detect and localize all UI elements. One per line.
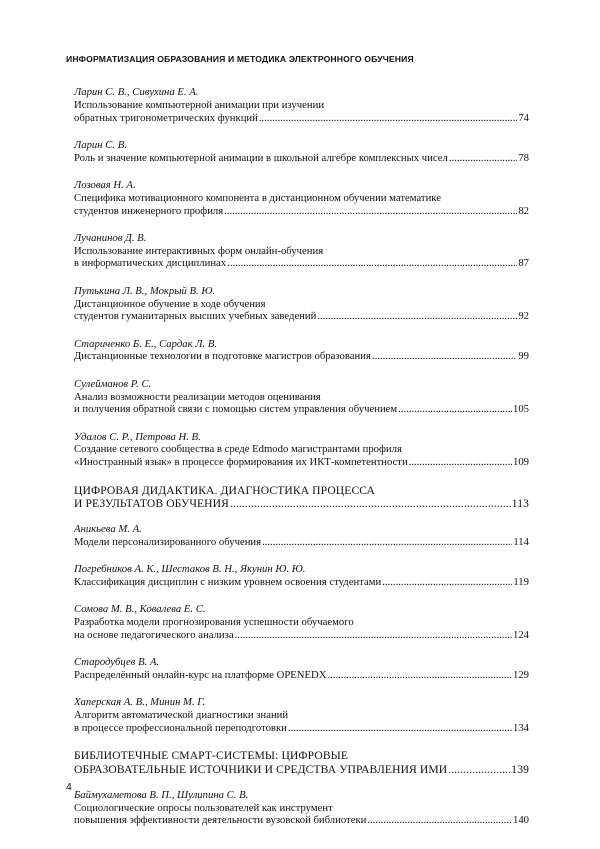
entry-page-number: 129: [512, 669, 529, 681]
entry-title-line: Распределённый онлайн-курс на платформе OPENEDX: [74, 669, 327, 681]
section-title-line: ЦИФРОВАЯ ДИДАКТИКА. ДИАГНОСТИКА ПРОЦЕССА: [74, 483, 376, 497]
entry-final-line: [74, 257, 529, 270]
dot-leader: [382, 576, 512, 589]
entry-title-line: Алгоритм автоматической диагностики знаний: [74, 709, 289, 722]
entry-final-line: [74, 763, 529, 777]
dot-leader: [288, 722, 512, 735]
toc-entry: [74, 232, 529, 270]
entry-title-line: обратных тригонометрических функций: [74, 111, 258, 124]
entry-final-line: [74, 629, 529, 642]
toc-entry: [74, 789, 529, 827]
entry-authors: Лучанинов Д. В.: [74, 231, 147, 244]
dot-leader: [448, 763, 510, 777]
entry-title-line: Дистанционное обучение в ходе обучения: [74, 297, 266, 310]
entry-final-line: [74, 536, 529, 549]
entry-title-line: студентов гуманитарных высших учебных заведений: [74, 310, 317, 323]
entry-title-line: на основе педагогического анализа: [74, 628, 234, 641]
toc-entry: [74, 603, 529, 641]
entry-title-line: студентов инженерного профиля: [74, 204, 224, 217]
toc-entry: [74, 378, 529, 416]
entry-authors: Ларин С. В.: [74, 138, 127, 151]
entry-authors: Аникьева М. А.: [74, 523, 142, 536]
entry-title-line: Разработка модели прогнозирования успешности обучаемого: [74, 616, 354, 629]
entry-title-line: в информатических дисциплинах: [74, 257, 227, 270]
dot-leader: [449, 152, 517, 165]
dot-leader: [398, 403, 512, 416]
dot-leader: [409, 456, 512, 469]
entry-title-line: Дистанционные технологии в подготовке магистров образования: [74, 350, 371, 363]
entry-final-line: [74, 350, 529, 363]
dot-leader: [317, 310, 517, 323]
toc-entry: [74, 656, 529, 682]
entry-authors: Лозовая Н. А.: [74, 178, 136, 191]
entry-final-line: [74, 403, 529, 416]
entry-authors: Путькина Л. В., Мокрый В. Ю.: [74, 284, 216, 297]
entry-final-line: [74, 112, 529, 125]
toc-entry: [74, 523, 529, 549]
entry-title-line: Модели персонализированного обучения: [74, 535, 262, 548]
toc-entry: [74, 563, 529, 589]
toc-entry: [74, 696, 529, 734]
entry-title-line: повышения эффективности деятельности вузовской библиотеки: [74, 814, 367, 827]
entry-authors: Сомова М. В., Ковалева Е. С.: [74, 603, 206, 616]
entry-final-line: [74, 456, 529, 469]
entry-final-line: [74, 310, 529, 323]
entry-final-line: [74, 576, 529, 589]
toc-entry: [74, 86, 529, 124]
dot-leader: [227, 257, 517, 270]
dot-leader: [224, 205, 517, 218]
entry-authors: Хаперская А. В., Минин М. Г.: [74, 696, 206, 709]
entry-page-number: 74: [518, 111, 529, 124]
entry-title-line: и получения обратной связи с помощью систем управления обучением: [74, 403, 398, 416]
entry-page-number: 92: [518, 310, 529, 323]
dot-leader: [230, 497, 511, 511]
entry-title-line: «Иностранный язык» в процессе формирования их ИКТ-компетентности: [74, 456, 408, 469]
entry-authors: Ларин С. В., Сивухина Е. А.: [74, 86, 199, 98]
toc-section-heading: [74, 484, 529, 512]
entry-page-number: 134: [512, 721, 529, 734]
toc-section-heading: [74, 749, 529, 777]
dot-leader: [327, 669, 511, 682]
entry-page-number: 113: [511, 497, 529, 511]
running-header: ИНФОРМАТИЗАЦИЯ ОБРАЗОВАНИЯ И МЕТОДИКА ЭЛЕКТРОННОГО ОБУЧЕНИЯ: [66, 54, 414, 64]
entry-page-number: 82: [518, 204, 529, 217]
dot-leader: [372, 350, 517, 363]
entry-title-line: Создание сетевого сообщества в среде Edmodo магистрантами профиля: [74, 443, 402, 456]
dot-leader: [259, 112, 517, 125]
entry-title-line: в процессе профессиональной переподготовки: [74, 721, 287, 734]
entry-page-number: 114: [513, 535, 529, 548]
entry-title-line: Использование интерактивных форм онлайн-обучения: [74, 244, 324, 257]
entry-page-number: 105: [512, 403, 529, 416]
toc-entry: [74, 179, 529, 217]
dot-leader: [367, 814, 512, 827]
entry-title-line: Роль и значение компьютерной анимации в школьной алгебре комплексных чисел: [74, 151, 448, 164]
entry-title-line: Использование компьютерной анимации при изучении: [74, 98, 325, 111]
entry-title-line: Социологические опросы пользователей как инструмент: [74, 801, 333, 814]
section-title-line: И РЕЗУЛЬТАТОВ ОБУЧЕНИЯ: [74, 497, 229, 511]
entry-title-line: Анализ возможности реализации методов оценивания: [74, 390, 321, 403]
entry-authors: Баймухаметова В. П., Шулипина С. В.: [74, 788, 249, 801]
section-title-line: БИБЛИОТЕЧНЫЕ СМАРТ-СИСТЕМЫ: ЦИФРОВЫЕ: [74, 749, 349, 763]
entry-authors: Сулейманов Р. С.: [74, 377, 152, 390]
toc-entry: [74, 139, 529, 165]
entry-authors: Стариченко Б. Е., Сардак Л. В.: [74, 337, 218, 350]
entry-page-number: 99: [518, 350, 529, 363]
entry-final-line: [74, 497, 529, 511]
dot-leader: [262, 536, 512, 549]
entry-title-line: Классификация дисциплин с низким уровнем освоения студентами: [74, 576, 382, 589]
dot-leader: [235, 629, 512, 642]
toc-entry: [74, 431, 529, 469]
entry-page-number: 124: [512, 628, 529, 641]
page-number: 4: [66, 781, 72, 793]
entry-page-number: 109: [512, 456, 529, 469]
entry-page-number: 78: [518, 151, 529, 164]
toc-entry: [74, 285, 529, 323]
table-of-contents: [74, 86, 529, 842]
toc-entry: [74, 338, 529, 364]
entry-page-number: 87: [518, 257, 529, 270]
entry-final-line: [74, 205, 529, 218]
entry-page-number: 140: [512, 814, 529, 827]
entry-final-line: [74, 669, 529, 682]
entry-authors: Удалов С. Р., Петрова Н. В.: [74, 430, 201, 443]
entry-final-line: [74, 152, 529, 165]
entry-page-number: 139: [511, 762, 529, 776]
section-title-line: ОБРАЗОВАТЕЛЬНЫЕ ИСТОЧНИКИ И СРЕДСТВА УПРАВЛЕНИЯ ИМИ: [74, 762, 448, 776]
entry-page-number: 119: [513, 576, 529, 589]
entry-final-line: [74, 722, 529, 735]
entry-authors: Стародубцев В. А.: [74, 656, 160, 669]
entry-final-line: [74, 814, 529, 827]
entry-authors: Погребников А. К., Шестаков В. Н., Якунин Ю. Ю.: [74, 563, 306, 576]
entry-title-line: Специфика мотивационного компонента в дистанционном обучении математике: [74, 191, 441, 204]
